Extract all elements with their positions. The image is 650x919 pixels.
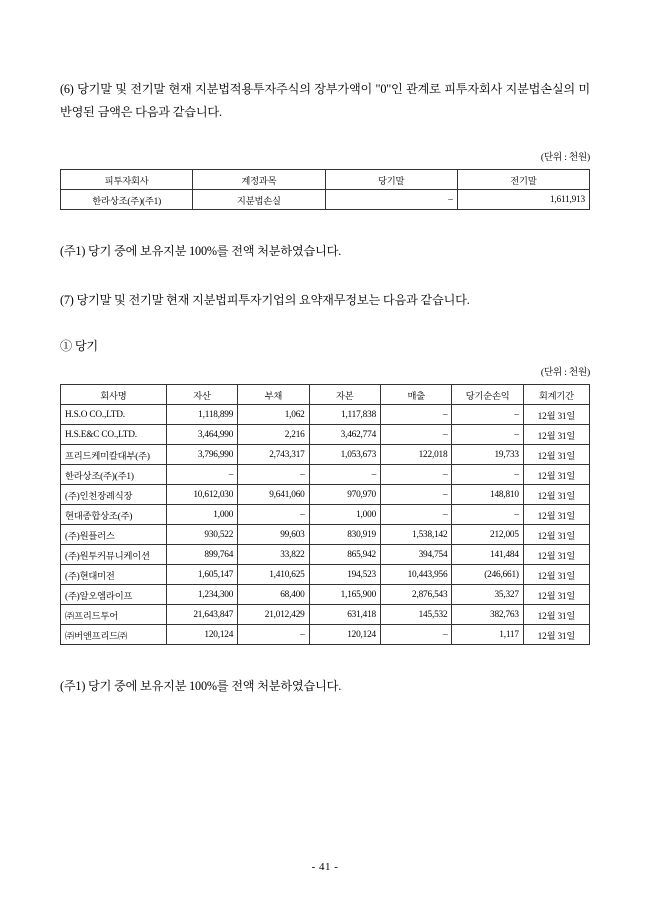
table-2-cell: 394,754 [381, 545, 452, 565]
table-row [61, 485, 590, 505]
table-2-cell: – [452, 465, 523, 485]
table-2-cell: 899,764 [166, 545, 237, 565]
table-1-header-cell: 계정과목 [193, 170, 325, 190]
table-2-cell: 35,327 [452, 585, 523, 605]
table-row [61, 545, 590, 565]
table-row [61, 190, 590, 210]
table-2-cell: – [381, 405, 452, 425]
table-2-cell: 3,464,990 [166, 425, 237, 445]
table-header-row [61, 385, 590, 405]
table-2-cell: 148,810 [452, 485, 523, 505]
table-2-cell: – [381, 625, 452, 645]
table-2-header-cell: 당기순손익 [452, 385, 523, 405]
table-2-cell: 141,484 [452, 545, 523, 565]
subsection-current-period: ① 당기 [60, 339, 98, 354]
table-row [61, 465, 590, 485]
table-row [61, 425, 590, 445]
table-2-cell: 1,165,900 [309, 585, 380, 605]
table-2-cell: 631,418 [309, 605, 380, 625]
table-row [61, 405, 590, 425]
table-2-cell: 19,733 [452, 445, 523, 465]
table-2-cell: 120,124 [309, 625, 380, 645]
table-2-header-cell: 자산 [166, 385, 237, 405]
table-2-cell: – [238, 505, 309, 525]
table-2-cell: 10,612,030 [166, 485, 237, 505]
table-2-cell: 21,643,847 [166, 605, 237, 625]
table-2-cell: – [381, 505, 452, 525]
table-2-cell: – [309, 465, 380, 485]
table-2-cell: (246,661) [452, 565, 523, 585]
table-2-cell: 12월 31일 [523, 465, 589, 485]
paragraph-7: (7) 당기말 및 전기말 현재 지분법피투자기업의 요약재무정보는 다음과 같습니다. [60, 292, 470, 307]
table-unrecognized-equity-loss [60, 169, 590, 210]
table-2-header-cell: 매출 [381, 385, 452, 405]
table-2-cell: (주)원플러스 [61, 525, 167, 545]
table-1-header-cell: 전기말 [457, 170, 589, 190]
table-row [61, 625, 590, 645]
table-2-cell: (주)알오엠라이프 [61, 585, 167, 605]
table-row [61, 445, 590, 465]
table-2-cell: 2,743,317 [238, 445, 309, 465]
table-2-cell: 1,538,142 [381, 525, 452, 545]
table-2-cell: 12월 31일 [523, 485, 589, 505]
table-2-cell: 3,796,990 [166, 445, 237, 465]
table-2-header-cell: 회계기간 [523, 385, 589, 405]
table-2-cell: 194,523 [309, 565, 380, 585]
table-2-cell: 1,118,899 [166, 405, 237, 425]
table-2-cell: – [238, 625, 309, 645]
unit-note-2: (단위 : 천원) [540, 367, 590, 379]
table-1-cell: 한라상조(주)(주1) [61, 190, 193, 210]
unit-note-1: (단위 : 천원) [540, 152, 590, 164]
table-row [61, 605, 590, 625]
table-2-cell: 12월 31일 [523, 405, 589, 425]
table-2-body [61, 405, 590, 645]
table-row [61, 525, 590, 545]
table-row [61, 505, 590, 525]
table-2-cell: – [381, 485, 452, 505]
paragraph-6: (6) 당기말 및 전기말 현재 지분법적용투자주식의 장부가액이 "0"인 관계로 피투자회사 지분법손실의 미반영된 금액은 다음과 같습니다. [60, 82, 590, 119]
table-2-cell: ㈜버앤프리드㈜ [61, 625, 167, 645]
table-summary-financial-info [60, 384, 590, 645]
table-2-cell: – [452, 505, 523, 525]
table-2-cell: 2,216 [238, 425, 309, 445]
table-2-cell: 1,062 [238, 405, 309, 425]
table-2-cell: 68,400 [238, 585, 309, 605]
table-row [61, 585, 590, 605]
table-2-cell: – [452, 425, 523, 445]
table-2-cell: 145,532 [381, 605, 452, 625]
table-2-cell: ㈜프리드투어 [61, 605, 167, 625]
table-row [61, 565, 590, 585]
table-2-cell: 12월 31일 [523, 565, 589, 585]
note-1: (주1) 당기 중에 보유지분 100%를 전액 처분하였습니다. [60, 244, 342, 259]
table-1-cell: – [325, 190, 457, 210]
table-2-cell: – [452, 405, 523, 425]
table-2-cell: 12월 31일 [523, 605, 589, 625]
table-1-cell: 지분법손실 [193, 190, 325, 210]
table-2-cell: 10,443,956 [381, 565, 452, 585]
table-2-cell: – [238, 465, 309, 485]
table-2-cell: 12월 31일 [523, 445, 589, 465]
table-2-cell: – [381, 425, 452, 445]
table-2-cell: 21,012,429 [238, 605, 309, 625]
page-number: - 41 - [311, 861, 339, 873]
table-2-cell: 382,763 [452, 605, 523, 625]
table-2-cell: 865,942 [309, 545, 380, 565]
table-2-cell: 12월 31일 [523, 505, 589, 525]
table-2-header-cell: 회사명 [61, 385, 167, 405]
table-1-header-cell: 피투자회사 [61, 170, 193, 190]
table-2-cell: 12월 31일 [523, 585, 589, 605]
table-2-cell: 1,234,300 [166, 585, 237, 605]
table-2-header-cell: 자본 [309, 385, 380, 405]
table-2-cell: 830,919 [309, 525, 380, 545]
table-2-cell: 1,117,838 [309, 405, 380, 425]
table-2-cell: 프리드케미칼대부(주) [61, 445, 167, 465]
table-2-cell: 1,000 [166, 505, 237, 525]
table-2-cell: 12월 31일 [523, 525, 589, 545]
table-2-cell: 12월 31일 [523, 545, 589, 565]
table-2-cell: 현대종합상조(주) [61, 505, 167, 525]
table-2-cell: – [381, 465, 452, 485]
table-2-cell: 122,018 [381, 445, 452, 465]
table-header-row [61, 170, 590, 190]
table-2-cell: (주)인천장례식장 [61, 485, 167, 505]
table-2-cell: H.S.O CO.,LTD. [61, 405, 167, 425]
table-2-cell: 1,117 [452, 625, 523, 645]
table-2-cell: 12월 31일 [523, 625, 589, 645]
table-2-cell: 3,462,774 [309, 425, 380, 445]
table-2-cell: – [166, 465, 237, 485]
table-2-cell: 1,053,673 [309, 445, 380, 465]
table-2-cell: 1,605,147 [166, 565, 237, 585]
table-2-cell: 120,124 [166, 625, 237, 645]
table-2-cell: H.S.E&C CO.,LTD. [61, 425, 167, 445]
table-2-cell: 930,522 [166, 525, 237, 545]
table-2-cell: 1,000 [309, 505, 380, 525]
table-2-cell: 12월 31일 [523, 425, 589, 445]
table-1-header-cell: 당기말 [325, 170, 457, 190]
table-2-cell: 한라상조(주)(주1) [61, 465, 167, 485]
table-2-cell: 1,410,625 [238, 565, 309, 585]
table-2-cell: 9,641,060 [238, 485, 309, 505]
table-2-cell: 33,822 [238, 545, 309, 565]
table-2-cell: (주)현대미전 [61, 565, 167, 585]
table-1-cell: 1,611,913 [457, 190, 589, 210]
table-2-cell: (주)원투커뮤니케이션 [61, 545, 167, 565]
table-2-cell: 99,603 [238, 525, 309, 545]
table-2-header-cell: 부채 [238, 385, 309, 405]
note-2: (주1) 당기 중에 보유지분 100%를 전액 처분하였습니다. [60, 679, 342, 694]
table-2-cell: 970,970 [309, 485, 380, 505]
table-2-cell: 2,876,543 [381, 585, 452, 605]
table-2-cell: 212,005 [452, 525, 523, 545]
